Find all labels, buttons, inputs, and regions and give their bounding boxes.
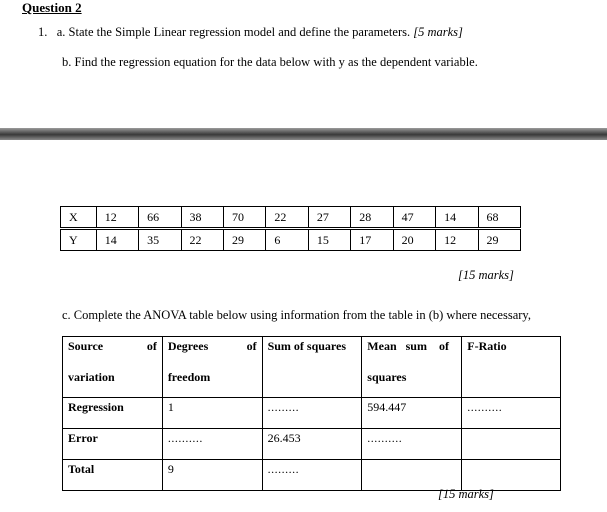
question-1c-text: c. Complete the ANOVA table below using information from the table in (b) where necessary, (62, 308, 531, 322)
anova-row-error (63, 429, 561, 460)
row-df: 9 (162, 460, 262, 491)
row-ss: 26.453 (262, 429, 362, 460)
page-divider-bar (0, 128, 607, 140)
row-source: Total (63, 460, 163, 491)
x-cell: 12 (96, 207, 138, 229)
row-df: 1 (162, 398, 262, 429)
row-ms: 594.447 (362, 398, 462, 429)
y-row (61, 229, 521, 251)
x-label: X (61, 207, 97, 229)
y-cell: 22 (181, 229, 223, 251)
question-1a-text: a. State the Simple Linear regression model and define the parameters. (56, 25, 411, 39)
question-1a (38, 25, 463, 40)
xy-data-table (60, 206, 521, 251)
row-f-blank: .......... (462, 398, 561, 429)
question-heading: Question 2 (22, 0, 82, 15)
question-1c-marks: [15 marks] (438, 487, 494, 501)
row-source: Regression (63, 398, 163, 429)
y-cell: 29 (223, 229, 265, 251)
x-cell: 68 (478, 207, 521, 229)
x-cell: 28 (351, 207, 393, 229)
x-cell: 22 (266, 207, 308, 229)
y-cell: 6 (266, 229, 308, 251)
header-sum-of-squares: Sum of squares (262, 337, 362, 398)
anova-row-regression (63, 398, 561, 429)
y-cell: 17 (351, 229, 393, 251)
anova-row-total (63, 460, 561, 491)
row-ss-blank: ......... (262, 398, 362, 429)
anova-header-row (63, 337, 561, 398)
row-ss-blank: ......... (262, 460, 362, 491)
row-f (462, 460, 561, 491)
row-source: Error (63, 429, 163, 460)
x-cell: 14 (436, 207, 478, 229)
anova-table (62, 336, 561, 491)
question-1b-text: b. Find the regression equation for the data below with y as the dependent variable. (62, 55, 478, 69)
y-cell: 15 (308, 229, 350, 251)
question-1a-marks: [5 marks] (413, 25, 463, 39)
y-cell: 35 (139, 229, 181, 251)
y-cell: 20 (393, 229, 435, 251)
x-row (61, 207, 521, 229)
x-cell: 47 (393, 207, 435, 229)
row-ms (362, 460, 462, 491)
x-cell: 70 (223, 207, 265, 229)
y-label: Y (61, 229, 97, 251)
header-source: of Source variation (63, 337, 163, 398)
row-df-blank: .......... (162, 429, 262, 460)
row-ms-blank: .......... (362, 429, 462, 460)
x-cell: 66 (139, 207, 181, 229)
x-cell: 27 (308, 207, 350, 229)
y-cell: 14 (96, 229, 138, 251)
y-cell: 29 (478, 229, 521, 251)
question-1b-marks: [15 marks] (458, 268, 514, 282)
header-degrees-of-freedom: of Degrees freedom (162, 337, 262, 398)
header-f-ratio: F-Ratio (462, 337, 561, 398)
question-number: 1. (38, 25, 48, 39)
y-cell: 12 (436, 229, 478, 251)
x-cell: 38 (181, 207, 223, 229)
header-mean-sum-of-squares: Mean sum of squares (362, 337, 462, 398)
row-f (462, 429, 561, 460)
